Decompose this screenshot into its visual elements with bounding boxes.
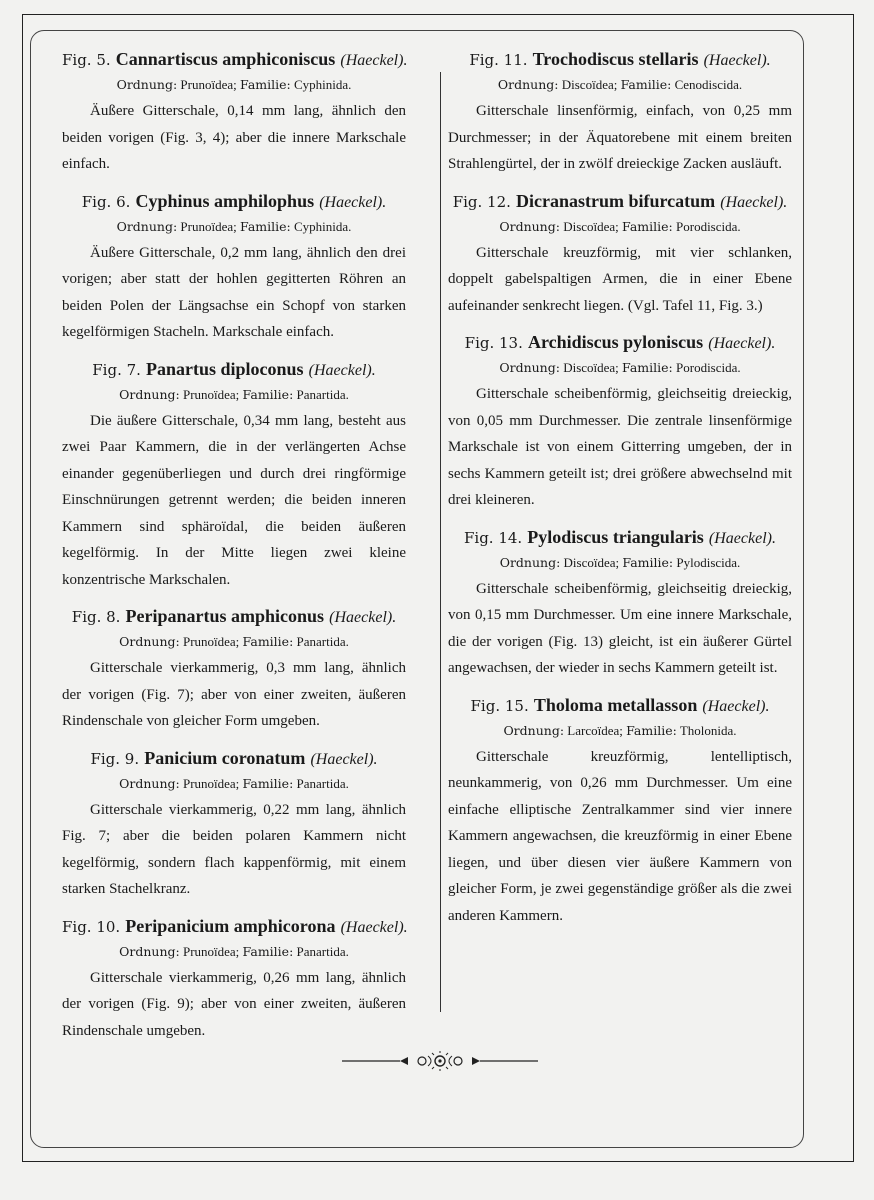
figure-number: Fig. 5. xyxy=(62,51,111,69)
order-label: Ordnung: xyxy=(499,554,561,570)
order-label: Ordnung: xyxy=(116,218,178,234)
family-label: Familie: xyxy=(240,77,291,92)
order-label: Ordnung: xyxy=(499,360,560,375)
figure-entry xyxy=(62,46,406,178)
family-value: Pylodiscida. xyxy=(676,554,741,570)
taxonomy-line xyxy=(448,74,792,96)
taxonomy-line xyxy=(448,216,792,238)
family-value: Tholonida. xyxy=(679,722,737,738)
right-column xyxy=(448,46,792,939)
family-label: Familie: xyxy=(242,386,294,402)
family-label: Familie: xyxy=(622,360,673,375)
order-label: Ordnung: xyxy=(499,218,560,234)
family-value: Panartida. xyxy=(296,943,349,959)
order-label: Ordnung: xyxy=(119,634,180,649)
description-text: Gitterschale scheibenförmig, gleichseitig dreieckig, von 0,15 mm Durchmesser. Um eine innere Markschale, die der vorigen (Fig. 13) gleicht, ist ein äußerer Gürtel angewachsen, der wieder in sechs Kammern geteilt ist. xyxy=(448,580,792,676)
species-author: (Haeckel). xyxy=(708,335,776,352)
figure-heading xyxy=(448,188,792,216)
order-value: Discoïdea; xyxy=(561,77,618,92)
taxonomy-line xyxy=(448,552,792,574)
order-label: Ordnung: xyxy=(119,943,180,959)
description-text: Äußere Gitterschale, 0,14 mm lang, ähnlich den beiden vorigen (Fig. 3, 4); aber die innere Markschale einfach. xyxy=(62,103,406,172)
family-label: Familie: xyxy=(622,554,674,570)
description-text: Gitterschale vierkammerig, 0,22 mm lang, ähnlich Fig. 7; aber die beiden polaren Kammern nicht kegelförmig, sondern flach kappenförmig, mit einem starken Stachelkranz. xyxy=(62,801,406,897)
figure-heading xyxy=(448,329,792,357)
figure-entry xyxy=(62,745,406,903)
species-author: (Haeckel). xyxy=(720,193,788,211)
family-value: Porodiscida. xyxy=(676,360,741,375)
order-value: Prunoïdea; xyxy=(180,218,237,234)
order-value: Larcoïdea; xyxy=(567,722,623,738)
figure-number: Fig. 10. xyxy=(62,917,121,936)
description-text: Die äußere Gitterschale, 0,34 mm lang, besteht aus zwei Paar Kammern, die in der verlängerten Achse einander gegenüberliegen und durch drei ringförmige Einschnürungen getrennt werden; die beiden inneren Kammern sind sphäroïdal, die beiden äußeren kegelförmig. In der Mitte liegen zwei kleine konzentrische Markschalen. xyxy=(62,412,406,588)
figure-entry xyxy=(62,603,406,735)
taxonomy-line xyxy=(62,384,406,406)
order-label: Ordnung: xyxy=(116,77,178,92)
family-label: Familie: xyxy=(242,775,294,791)
figure-heading xyxy=(62,356,406,384)
family-value: Cenodiscida. xyxy=(674,77,743,92)
species-name: Trochodiscus stellaris xyxy=(532,49,699,69)
species-name: Tholoma metallasson xyxy=(533,694,698,715)
order-value: Prunoïdea; xyxy=(180,77,237,92)
family-label: Familie: xyxy=(240,218,291,234)
family-label: Familie: xyxy=(242,943,294,959)
species-author: (Haeckel). xyxy=(340,918,408,936)
species-author: (Haeckel). xyxy=(310,750,378,768)
description-text: Gitterschale scheibenförmig, gleichseitig dreieckig, von 0,05 mm Durchmesser. Die zentrale linsenförmige Markschale ist von einem Gitterring umgeben, der in sechs Kammern geteilt ist; drei größere abwechselnd mit drei kleineren. xyxy=(448,386,792,508)
taxonomy-line xyxy=(62,216,406,238)
description-text: Gitterschale linsenförmig, einfach, von 0,25 mm Durchmesser; in der Äquatorebene mit einem breiten Strahlengürtel, der in zwölf dreieckige Zacken ausläuft. xyxy=(448,103,792,172)
figure-heading xyxy=(62,745,406,773)
family-value: Porodiscida. xyxy=(676,218,741,234)
order-value: Discoïdea; xyxy=(563,360,619,375)
figure-entry xyxy=(448,692,792,930)
order-value: Prunoïdea; xyxy=(182,943,240,959)
description-text: Gitterschale vierkammerig, 0,26 mm lang, ähnlich der vorigen (Fig. 9); aber von einer zweiten, äußeren Rindenschale umgeben. xyxy=(62,969,406,1039)
taxonomy-line xyxy=(62,74,406,96)
species-name: Panartus diploconus xyxy=(146,358,304,379)
figure-number: Fig. 14. xyxy=(464,528,523,547)
figure-entry xyxy=(448,46,792,178)
figure-heading xyxy=(448,524,792,552)
species-name: Cyphinus amphilophus xyxy=(135,190,315,211)
column-divider xyxy=(440,72,441,1012)
family-label: Familie: xyxy=(626,722,677,738)
species-name: Pylodiscus triangularis xyxy=(527,526,704,547)
taxonomy-line xyxy=(62,941,406,963)
species-author: (Haeckel). xyxy=(703,52,771,69)
figure-number: Fig. 11. xyxy=(469,51,528,69)
figure-heading xyxy=(62,188,406,216)
figure-heading xyxy=(62,46,406,74)
species-author: (Haeckel). xyxy=(319,193,387,211)
figure-heading xyxy=(62,913,406,941)
family-label: Familie: xyxy=(620,77,672,92)
species-name: Peripanartus amphiconus xyxy=(125,606,325,626)
figure-number: Fig. 13. xyxy=(464,334,523,352)
species-author: (Haeckel). xyxy=(308,361,376,379)
order-label: Ordnung: xyxy=(497,77,559,92)
figure-entry xyxy=(448,524,792,682)
description-text: Gitterschale kreuzförmig, lentelliptisch, neunkammerig, von 0,26 mm Durchmesser. Um eine einfache elliptische Zentralkammer sind vier innere Kammern angewachsen, die kreuzförmig in einer Ebene liegen, und über diesen vier äußere Kammern von gleicher Form, je zwei gegenständige größer als die zwei anderen Kammern. xyxy=(448,748,792,924)
species-author: (Haeckel). xyxy=(340,52,408,69)
figure-entry xyxy=(448,329,792,514)
order-value: Prunoïdea; xyxy=(182,634,240,649)
order-value: Prunoïdea; xyxy=(182,386,240,402)
order-value: Discoïdea; xyxy=(563,218,619,234)
figure-heading xyxy=(448,46,792,74)
family-value: Cyphinida. xyxy=(293,77,352,92)
figure-number: Fig. 15. xyxy=(470,696,529,715)
description-text: Gitterschale kreuzförmig, mit vier schlanken, doppelt gabelspaltigen Armen, die in einer Ebene aufeinander senkrecht liegen. (Vgl. Tafel 11, Fig. 3.) xyxy=(448,244,792,314)
order-label: Ordnung: xyxy=(503,722,565,738)
figure-entry xyxy=(448,188,792,320)
species-name: Peripanicium amphicorona xyxy=(125,915,336,936)
family-value: Panartida. xyxy=(296,386,349,402)
order-label: Ordnung: xyxy=(119,775,180,791)
figure-number: Fig. 9. xyxy=(90,749,140,768)
figure-entry xyxy=(62,188,406,346)
taxonomy-line xyxy=(448,720,792,742)
family-value: Panartida. xyxy=(296,775,349,791)
order-label: Ordnung: xyxy=(119,386,180,402)
species-author: (Haeckel). xyxy=(702,697,770,715)
family-label: Familie: xyxy=(622,218,673,234)
order-value: Discoïdea; xyxy=(563,554,620,570)
left-column xyxy=(62,46,406,1054)
taxonomy-line xyxy=(448,357,792,379)
species-name: Archidiscus pyloniscus xyxy=(527,332,704,352)
family-label: Familie: xyxy=(242,634,294,649)
figure-number: Fig. 7. xyxy=(92,360,141,379)
order-value: Prunoïdea; xyxy=(182,775,240,791)
figure-entry xyxy=(62,356,406,594)
ornament-divider xyxy=(342,1050,538,1072)
figure-entry xyxy=(62,913,406,1045)
species-name: Cannartiscus amphiconiscus xyxy=(115,49,336,69)
figure-number: Fig. 6. xyxy=(81,192,131,211)
taxonomy-line xyxy=(62,773,406,795)
figure-heading xyxy=(448,692,792,720)
family-value: Panartida. xyxy=(296,634,349,649)
figure-number: Fig. 12. xyxy=(452,192,511,211)
species-name: Panicium coronatum xyxy=(144,747,306,768)
figure-heading xyxy=(62,603,406,631)
description-text: Gitterschale vierkammerig, 0,3 mm lang, ähnlich der vorigen (Fig. 7); aber von einer zweiten, äußeren Rindenschale von gleicher Form umgeben. xyxy=(62,660,406,729)
species-author: (Haeckel). xyxy=(329,609,397,626)
species-author: (Haeckel). xyxy=(708,529,776,547)
description-text: Äußere Gitterschale, 0,2 mm lang, ähnlich den drei vorigen; aber statt der hohlen gegitterten Röhren an beiden Polen der Längsachse ein Schopf von starken kegelförmigen Stacheln. Markschale einfach. xyxy=(62,244,406,340)
family-value: Cyphinida. xyxy=(293,218,352,234)
figure-number: Fig. 8. xyxy=(71,608,121,626)
taxonomy-line xyxy=(62,631,406,653)
species-name: Dicranastrum bifurcatum xyxy=(515,190,716,211)
